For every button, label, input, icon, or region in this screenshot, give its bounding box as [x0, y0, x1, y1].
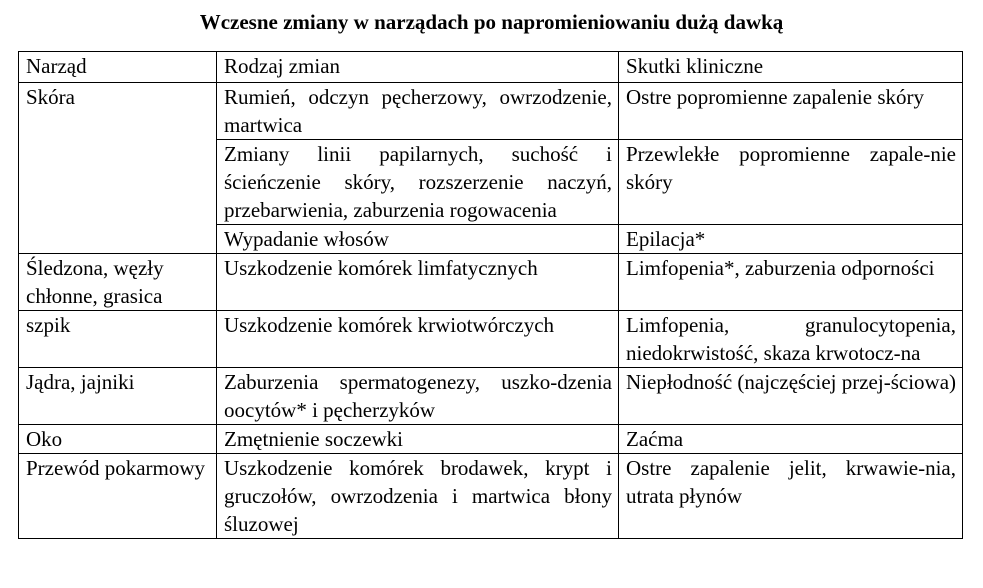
change-cell: Uszkodzenie komórek limfatycznych — [217, 254, 619, 311]
table-row — [19, 83, 963, 140]
table-row — [19, 454, 963, 539]
header-organ: Narząd — [19, 52, 217, 83]
organ-cell: Jądra, jajniki — [19, 368, 217, 425]
change-cell: Zmiany linii papilarnych, suchość i ścieńczenie skóry, rozszerzenie naczyń, przebarwienia, zaburzenia rogowacenia — [217, 140, 619, 225]
effect-cell: Epilacja* — [619, 225, 963, 254]
organ-cell: szpik — [19, 311, 217, 368]
effect-cell: Zaćma — [619, 425, 963, 454]
organ-cell: Śledzona, węzły chłonne, grasica — [19, 254, 217, 311]
radiation-effects-table — [18, 51, 963, 539]
table-header-row — [19, 52, 963, 83]
effect-cell: Limfopenia, granulocytopenia, niedokrwistość, skaza krwotocz-na — [619, 311, 963, 368]
header-clinical-effects: Skutki kliniczne — [619, 52, 963, 83]
change-cell: Wypadanie włosów — [217, 225, 619, 254]
organ-cell: Oko — [19, 425, 217, 454]
change-cell: Zaburzenia spermatogenezy, uszko-dzenia oocytów* i pęcherzyków — [217, 368, 619, 425]
effect-cell: Ostre popromienne zapalenie skóry — [619, 83, 963, 140]
organ-cell: Skóra — [19, 83, 217, 254]
effect-cell: Ostre zapalenie jelit, krwawie-nia, utrata płynów — [619, 454, 963, 539]
header-change-type: Rodzaj zmian — [217, 52, 619, 83]
organ-cell: Przewód pokarmowy — [19, 454, 217, 539]
effect-cell: Przewlekłe popromienne zapale-nie skóry — [619, 140, 963, 225]
change-cell: Rumień, odczyn pęcherzowy, owrzodzenie, martwica — [217, 83, 619, 140]
effect-cell: Limfopenia*, zaburzenia odporności — [619, 254, 963, 311]
change-cell: Zmętnienie soczewki — [217, 425, 619, 454]
table-row — [19, 425, 963, 454]
document-title: Wczesne zmiany w narządach po napromieniowaniu dużą dawką — [199, 10, 784, 34]
table-row — [19, 368, 963, 425]
table-row — [19, 311, 963, 368]
effect-cell: Niepłodność (najczęściej przej-ściowa) — [619, 368, 963, 425]
table-row — [19, 254, 963, 311]
change-cell: Uszkodzenie komórek brodawek, krypt i gruczołów, owrzodzenia i martwica błony śluzowej — [217, 454, 619, 539]
change-cell: Uszkodzenie komórek krwiotwórczych — [217, 311, 619, 368]
